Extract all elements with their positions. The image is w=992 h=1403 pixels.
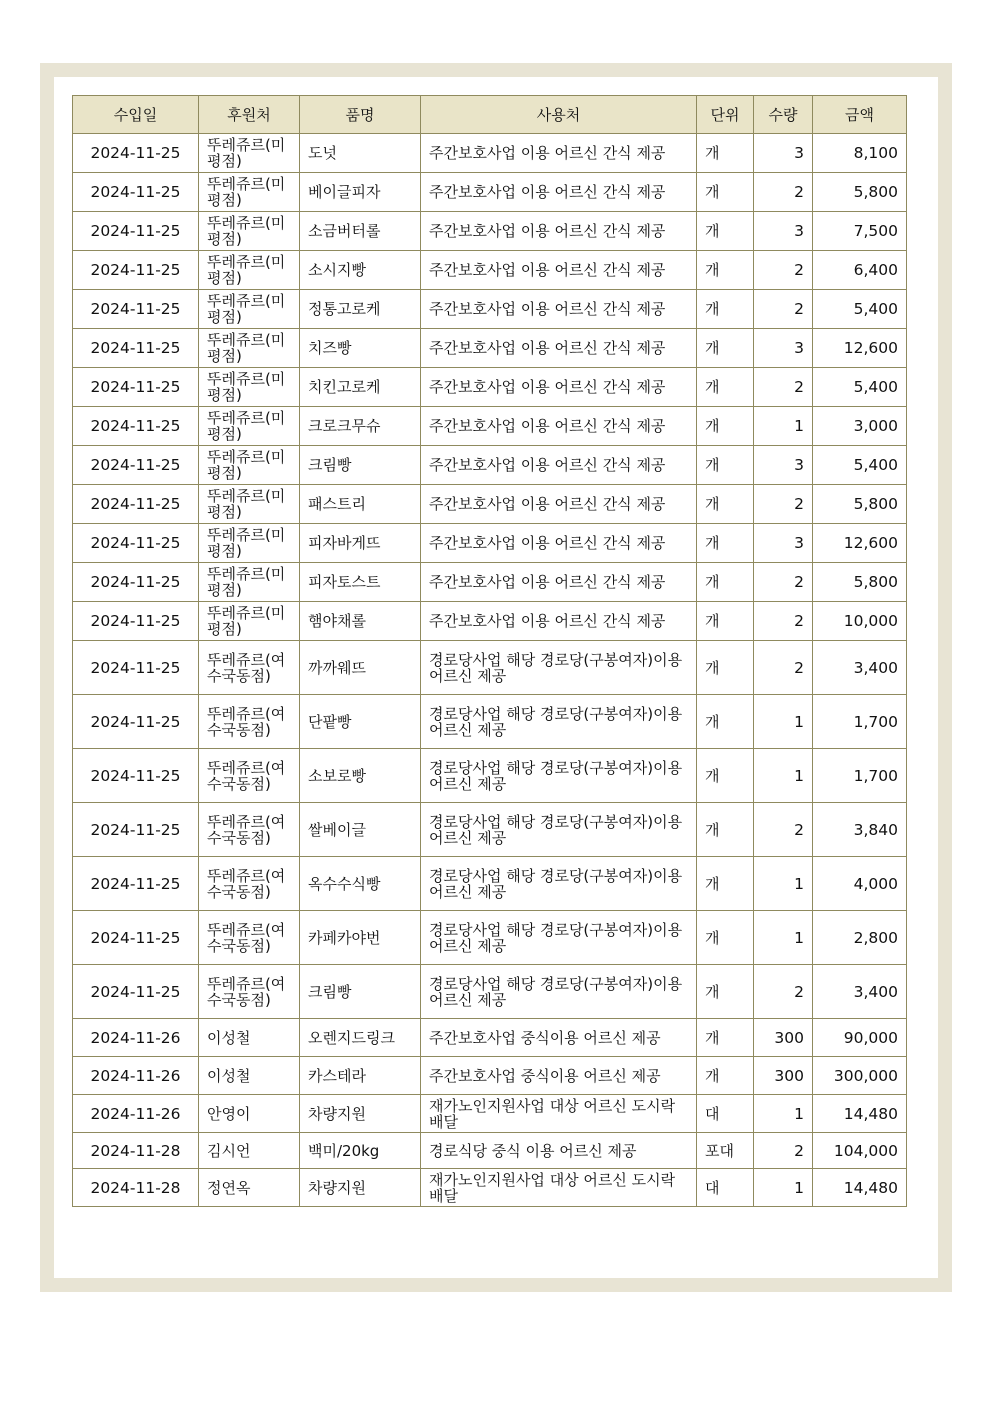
table-row — [73, 329, 907, 368]
cell-unit: 개 — [697, 446, 754, 485]
cell-item: 오렌지드링크 — [300, 1019, 421, 1057]
cell-unit: 개 — [697, 524, 754, 563]
cell-date: 2024-11-26 — [73, 1057, 199, 1095]
cell-qty: 3 — [754, 212, 813, 251]
cell-usage: 주간보호사업 이용 어르신 간식 제공 — [421, 134, 697, 173]
cell-usage: 경로식당 중식 이용 어르신 제공 — [421, 1133, 697, 1169]
cell-donor: 뚜레쥬르(여수국동점) — [199, 749, 300, 803]
table-row — [73, 212, 907, 251]
cell-date: 2024-11-25 — [73, 563, 199, 602]
cell-usage: 주간보호사업 이용 어르신 간식 제공 — [421, 290, 697, 329]
cell-item: 햄야채롤 — [300, 602, 421, 641]
table-header-row — [73, 96, 907, 134]
cell-donor: 뚜레쥬르(미평점) — [199, 173, 300, 212]
cell-usage: 재가노인지원사업 대상 어르신 도시락 배달 — [421, 1095, 697, 1133]
cell-qty: 2 — [754, 485, 813, 524]
cell-donor: 뚜레쥬르(미평점) — [199, 563, 300, 602]
cell-donor: 뚜레쥬르(미평점) — [199, 602, 300, 641]
cell-amount: 5,800 — [813, 563, 907, 602]
cell-qty: 2 — [754, 563, 813, 602]
cell-unit: 개 — [697, 857, 754, 911]
cell-usage: 주간보호사업 이용 어르신 간식 제공 — [421, 524, 697, 563]
table-row — [73, 602, 907, 641]
cell-date: 2024-11-25 — [73, 485, 199, 524]
cell-amount: 14,480 — [813, 1169, 907, 1207]
cell-usage: 주간보호사업 이용 어르신 간식 제공 — [421, 602, 697, 641]
cell-amount: 5,400 — [813, 290, 907, 329]
cell-qty: 1 — [754, 1169, 813, 1207]
cell-usage: 주간보호사업 이용 어르신 간식 제공 — [421, 485, 697, 524]
cell-amount: 104,000 — [813, 1133, 907, 1169]
cell-date: 2024-11-25 — [73, 524, 199, 563]
cell-unit: 개 — [697, 212, 754, 251]
cell-date: 2024-11-25 — [73, 857, 199, 911]
cell-item: 까까웨뜨 — [300, 641, 421, 695]
cell-unit: 개 — [697, 368, 754, 407]
cell-donor: 뚜레쥬르(미평점) — [199, 134, 300, 173]
cell-unit: 개 — [697, 173, 754, 212]
cell-unit: 개 — [697, 329, 754, 368]
cell-usage: 재가노인지원사업 대상 어르신 도시락 배달 — [421, 1169, 697, 1207]
cell-qty: 2 — [754, 173, 813, 212]
table-row — [73, 407, 907, 446]
cell-qty: 2 — [754, 803, 813, 857]
cell-date: 2024-11-28 — [73, 1169, 199, 1207]
cell-item: 치즈빵 — [300, 329, 421, 368]
cell-date: 2024-11-25 — [73, 251, 199, 290]
cell-usage: 경로당사업 해당 경로당(구봉여자)이용 어르신 제공 — [421, 803, 697, 857]
table-row — [73, 1169, 907, 1207]
cell-qty: 300 — [754, 1019, 813, 1057]
cell-item: 크림빵 — [300, 965, 421, 1019]
cell-unit: 개 — [697, 1019, 754, 1057]
cell-amount: 3,400 — [813, 965, 907, 1019]
cell-item: 베이글피자 — [300, 173, 421, 212]
cell-donor: 뚜레쥬르(미평점) — [199, 290, 300, 329]
cell-item: 카페카야번 — [300, 911, 421, 965]
table-row — [73, 563, 907, 602]
cell-amount: 12,600 — [813, 524, 907, 563]
cell-item: 쌀베이글 — [300, 803, 421, 857]
page-frame — [40, 63, 952, 1292]
cell-qty: 1 — [754, 857, 813, 911]
table-row — [73, 1057, 907, 1095]
table-row — [73, 485, 907, 524]
cell-donor: 뚜레쥬르(미평점) — [199, 446, 300, 485]
page-content — [54, 77, 938, 1278]
cell-date: 2024-11-26 — [73, 1019, 199, 1057]
cell-donor: 이성철 — [199, 1057, 300, 1095]
cell-unit: 개 — [697, 251, 754, 290]
cell-qty: 2 — [754, 251, 813, 290]
cell-date: 2024-11-25 — [73, 803, 199, 857]
cell-amount: 12,600 — [813, 329, 907, 368]
col-header-usage: 사용처 — [421, 96, 697, 134]
cell-date: 2024-11-26 — [73, 1095, 199, 1133]
cell-date: 2024-11-25 — [73, 368, 199, 407]
table-row — [73, 911, 907, 965]
cell-qty: 2 — [754, 1133, 813, 1169]
cell-donor: 뚜레쥬르(여수국동점) — [199, 803, 300, 857]
table-body — [73, 134, 907, 1207]
cell-donor: 이성철 — [199, 1019, 300, 1057]
cell-unit: 개 — [697, 485, 754, 524]
cell-item: 차량지원 — [300, 1169, 421, 1207]
cell-usage: 주간보호사업 이용 어르신 간식 제공 — [421, 173, 697, 212]
cell-date: 2024-11-25 — [73, 173, 199, 212]
table-row — [73, 290, 907, 329]
table-row — [73, 641, 907, 695]
cell-item: 백미/20kg — [300, 1133, 421, 1169]
cell-amount: 7,500 — [813, 212, 907, 251]
cell-date: 2024-11-25 — [73, 641, 199, 695]
cell-donor: 뚜레쥬르(미평점) — [199, 407, 300, 446]
donation-table — [72, 95, 907, 1207]
cell-usage: 경로당사업 해당 경로당(구봉여자)이용 어르신 제공 — [421, 641, 697, 695]
col-header-donor: 후원처 — [199, 96, 300, 134]
cell-donor: 뚜레쥬르(미평점) — [199, 368, 300, 407]
cell-item: 치킨고로케 — [300, 368, 421, 407]
cell-qty: 2 — [754, 368, 813, 407]
col-header-item: 품명 — [300, 96, 421, 134]
cell-amount: 3,000 — [813, 407, 907, 446]
cell-unit: 포대 — [697, 1133, 754, 1169]
cell-donor: 뚜레쥬르(여수국동점) — [199, 857, 300, 911]
cell-unit: 개 — [697, 563, 754, 602]
cell-usage: 주간보호사업 이용 어르신 간식 제공 — [421, 251, 697, 290]
cell-amount: 14,480 — [813, 1095, 907, 1133]
cell-qty: 3 — [754, 524, 813, 563]
cell-amount: 6,400 — [813, 251, 907, 290]
cell-donor: 뚜레쥬르(미평점) — [199, 329, 300, 368]
cell-donor: 김시언 — [199, 1133, 300, 1169]
table-row — [73, 695, 907, 749]
cell-unit: 개 — [697, 965, 754, 1019]
cell-unit: 개 — [697, 911, 754, 965]
table-row — [73, 524, 907, 563]
cell-unit: 대 — [697, 1169, 754, 1207]
table-row — [73, 1133, 907, 1169]
cell-amount: 300,000 — [813, 1057, 907, 1095]
cell-item: 옥수수식빵 — [300, 857, 421, 911]
cell-unit: 개 — [697, 1057, 754, 1095]
cell-item: 소보로빵 — [300, 749, 421, 803]
cell-donor: 뚜레쥬르(미평점) — [199, 212, 300, 251]
cell-usage: 경로당사업 해당 경로당(구봉여자)이용 어르신 제공 — [421, 749, 697, 803]
cell-amount: 90,000 — [813, 1019, 907, 1057]
cell-donor: 뚜레쥬르(여수국동점) — [199, 911, 300, 965]
cell-amount: 2,800 — [813, 911, 907, 965]
cell-qty: 2 — [754, 290, 813, 329]
cell-amount: 3,400 — [813, 641, 907, 695]
table-row — [73, 368, 907, 407]
cell-date: 2024-11-25 — [73, 212, 199, 251]
cell-item: 패스트리 — [300, 485, 421, 524]
cell-donor: 안영이 — [199, 1095, 300, 1133]
cell-amount: 5,800 — [813, 485, 907, 524]
cell-usage: 주간보호사업 중식이용 어르신 제공 — [421, 1019, 697, 1057]
cell-unit: 개 — [697, 407, 754, 446]
cell-date: 2024-11-25 — [73, 911, 199, 965]
cell-amount: 1,700 — [813, 749, 907, 803]
cell-date: 2024-11-25 — [73, 134, 199, 173]
table-row — [73, 857, 907, 911]
cell-donor: 뚜레쥬르(여수국동점) — [199, 641, 300, 695]
cell-qty: 2 — [754, 602, 813, 641]
cell-item: 피자토스트 — [300, 563, 421, 602]
cell-usage: 경로당사업 해당 경로당(구봉여자)이용 어르신 제공 — [421, 965, 697, 1019]
cell-unit: 개 — [697, 290, 754, 329]
table-row — [73, 749, 907, 803]
cell-item: 도넛 — [300, 134, 421, 173]
cell-donor: 뚜레쥬르(미평점) — [199, 251, 300, 290]
cell-item: 정통고로케 — [300, 290, 421, 329]
cell-amount: 8,100 — [813, 134, 907, 173]
cell-usage: 주간보호사업 이용 어르신 간식 제공 — [421, 563, 697, 602]
cell-unit: 개 — [697, 695, 754, 749]
cell-date: 2024-11-25 — [73, 965, 199, 1019]
cell-amount: 4,000 — [813, 857, 907, 911]
cell-item: 카스테라 — [300, 1057, 421, 1095]
cell-donor: 뚜레쥬르(여수국동점) — [199, 695, 300, 749]
cell-usage: 경로당사업 해당 경로당(구봉여자)이용 어르신 제공 — [421, 695, 697, 749]
cell-amount: 3,840 — [813, 803, 907, 857]
cell-qty: 2 — [754, 965, 813, 1019]
table-row — [73, 251, 907, 290]
col-header-amount: 금액 — [813, 96, 907, 134]
table-row — [73, 1019, 907, 1057]
table-row — [73, 134, 907, 173]
cell-unit: 개 — [697, 602, 754, 641]
table-row — [73, 1095, 907, 1133]
cell-date: 2024-11-25 — [73, 695, 199, 749]
cell-date: 2024-11-25 — [73, 290, 199, 329]
cell-usage: 경로당사업 해당 경로당(구봉여자)이용 어르신 제공 — [421, 857, 697, 911]
cell-date: 2024-11-25 — [73, 407, 199, 446]
cell-date: 2024-11-25 — [73, 602, 199, 641]
cell-usage: 주간보호사업 이용 어르신 간식 제공 — [421, 407, 697, 446]
cell-item: 피자바게뜨 — [300, 524, 421, 563]
cell-usage: 주간보호사업 중식이용 어르신 제공 — [421, 1057, 697, 1095]
cell-qty: 1 — [754, 695, 813, 749]
cell-item: 크림빵 — [300, 446, 421, 485]
cell-amount: 5,400 — [813, 446, 907, 485]
cell-qty: 3 — [754, 134, 813, 173]
cell-item: 소금버터롤 — [300, 212, 421, 251]
cell-unit: 대 — [697, 1095, 754, 1133]
cell-usage: 주간보호사업 이용 어르신 간식 제공 — [421, 212, 697, 251]
cell-qty: 2 — [754, 641, 813, 695]
cell-qty: 300 — [754, 1057, 813, 1095]
cell-usage: 경로당사업 해당 경로당(구봉여자)이용 어르신 제공 — [421, 911, 697, 965]
cell-donor: 정연옥 — [199, 1169, 300, 1207]
cell-amount: 1,700 — [813, 695, 907, 749]
cell-unit: 개 — [697, 134, 754, 173]
cell-item: 차량지원 — [300, 1095, 421, 1133]
cell-qty: 3 — [754, 329, 813, 368]
cell-item: 크로크무슈 — [300, 407, 421, 446]
cell-item: 단팥빵 — [300, 695, 421, 749]
cell-usage: 주간보호사업 이용 어르신 간식 제공 — [421, 446, 697, 485]
cell-amount: 5,800 — [813, 173, 907, 212]
cell-item: 소시지빵 — [300, 251, 421, 290]
cell-usage: 주간보호사업 이용 어르신 간식 제공 — [421, 368, 697, 407]
col-header-unit: 단위 — [697, 96, 754, 134]
cell-donor: 뚜레쥬르(미평점) — [199, 524, 300, 563]
col-header-date: 수입일 — [73, 96, 199, 134]
cell-date: 2024-11-28 — [73, 1133, 199, 1169]
cell-date: 2024-11-25 — [73, 749, 199, 803]
table-row — [73, 803, 907, 857]
col-header-qty: 수량 — [754, 96, 813, 134]
table-row — [73, 173, 907, 212]
table-row — [73, 965, 907, 1019]
cell-donor: 뚜레쥬르(미평점) — [199, 485, 300, 524]
cell-date: 2024-11-25 — [73, 329, 199, 368]
table-row — [73, 446, 907, 485]
cell-qty: 1 — [754, 1095, 813, 1133]
cell-qty: 1 — [754, 407, 813, 446]
cell-unit: 개 — [697, 803, 754, 857]
cell-donor: 뚜레쥬르(여수국동점) — [199, 965, 300, 1019]
cell-unit: 개 — [697, 749, 754, 803]
cell-qty: 3 — [754, 446, 813, 485]
cell-usage: 주간보호사업 이용 어르신 간식 제공 — [421, 329, 697, 368]
cell-amount: 10,000 — [813, 602, 907, 641]
cell-qty: 1 — [754, 749, 813, 803]
cell-qty: 1 — [754, 911, 813, 965]
cell-amount: 5,400 — [813, 368, 907, 407]
cell-date: 2024-11-25 — [73, 446, 199, 485]
cell-unit: 개 — [697, 641, 754, 695]
